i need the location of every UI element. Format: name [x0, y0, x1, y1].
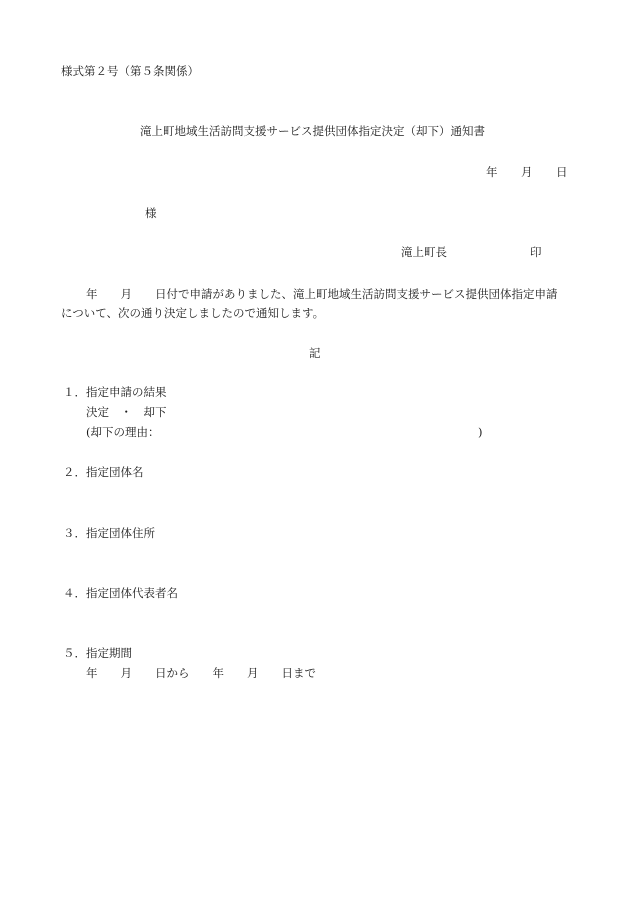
ki-heading: 記	[309, 346, 321, 360]
item-heading: ３．指定団体住所	[63, 526, 155, 540]
item-heading: ４．指定団体代表者名	[63, 586, 178, 600]
rejection-reason-label: (却下の理由：	[86, 425, 160, 439]
decision-options: 決定 ・ 却下	[86, 405, 167, 419]
date-day-label: 日	[556, 165, 568, 179]
issuer-name: 滝上町長	[401, 245, 447, 259]
date-month-label: 月	[521, 165, 533, 179]
body-line-1: 年 月 日付で申請がありました、滝上町地域生活訪問支援サービス提供団体指定申請	[86, 287, 558, 301]
seal-mark: 印	[530, 245, 542, 259]
form-number: 様式第２号（第５条関係）	[61, 64, 199, 78]
rejection-reason-close: )	[478, 425, 483, 439]
period-line: 年 月 日から 年 月 日まで	[86, 666, 316, 680]
item-heading: ５．指定期間	[63, 646, 132, 660]
addressee-suffix: 様	[145, 206, 157, 220]
date-year-label: 年	[486, 165, 498, 179]
item-heading: １．指定申請の結果	[63, 385, 167, 399]
document-title: 滝上町地域生活訪問支援サービス提供団体指定決定（却下）通知書	[140, 124, 485, 138]
body-line-2: について、次の通り決定しましたので通知します。	[61, 306, 325, 320]
item-heading: ２．指定団体名	[63, 465, 144, 479]
